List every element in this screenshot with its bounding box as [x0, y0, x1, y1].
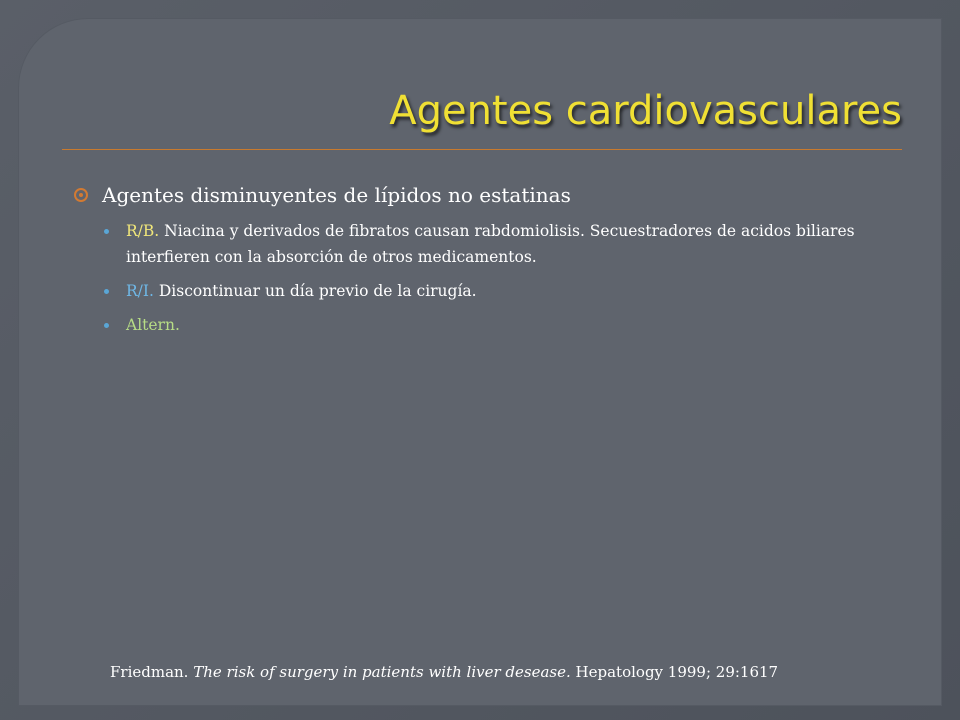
- circled-dot-bullet-icon: [74, 188, 88, 202]
- sub-bullet-list: [104, 218, 900, 346]
- dot-bullet-icon: [104, 323, 109, 328]
- slide-title: Agentes cardiovasculares: [389, 88, 902, 134]
- citation-work: The risk of surgery in patients with liver desease.: [193, 663, 571, 681]
- citation-author: Friedman.: [110, 663, 194, 681]
- main-bullet-text: Agentes disminuyentes de lípidos no estatinas: [102, 183, 571, 207]
- citation-source: Hepatology 1999; 29:1617: [570, 663, 779, 681]
- main-bullet: [60, 183, 900, 207]
- item-text: Discontinuar un día previo de la cirugía.: [153, 282, 477, 300]
- list-item: [104, 278, 900, 304]
- item-label-ri: R/I.: [126, 282, 154, 300]
- title-divider: [62, 149, 902, 150]
- item-text: Niacina y derivados de fibratos causan rabdomiolisis. Secuestradores de acidos biliares interfieren con la absorción de otros medicamentos.: [126, 222, 855, 266]
- list-item: [104, 218, 900, 270]
- dot-bullet-icon: [104, 289, 109, 294]
- citation: [110, 663, 910, 681]
- list-item: [104, 312, 900, 338]
- item-label-rb: R/B.: [126, 222, 160, 240]
- dot-bullet-icon: [104, 229, 109, 234]
- item-label-altern: Altern.: [126, 316, 180, 334]
